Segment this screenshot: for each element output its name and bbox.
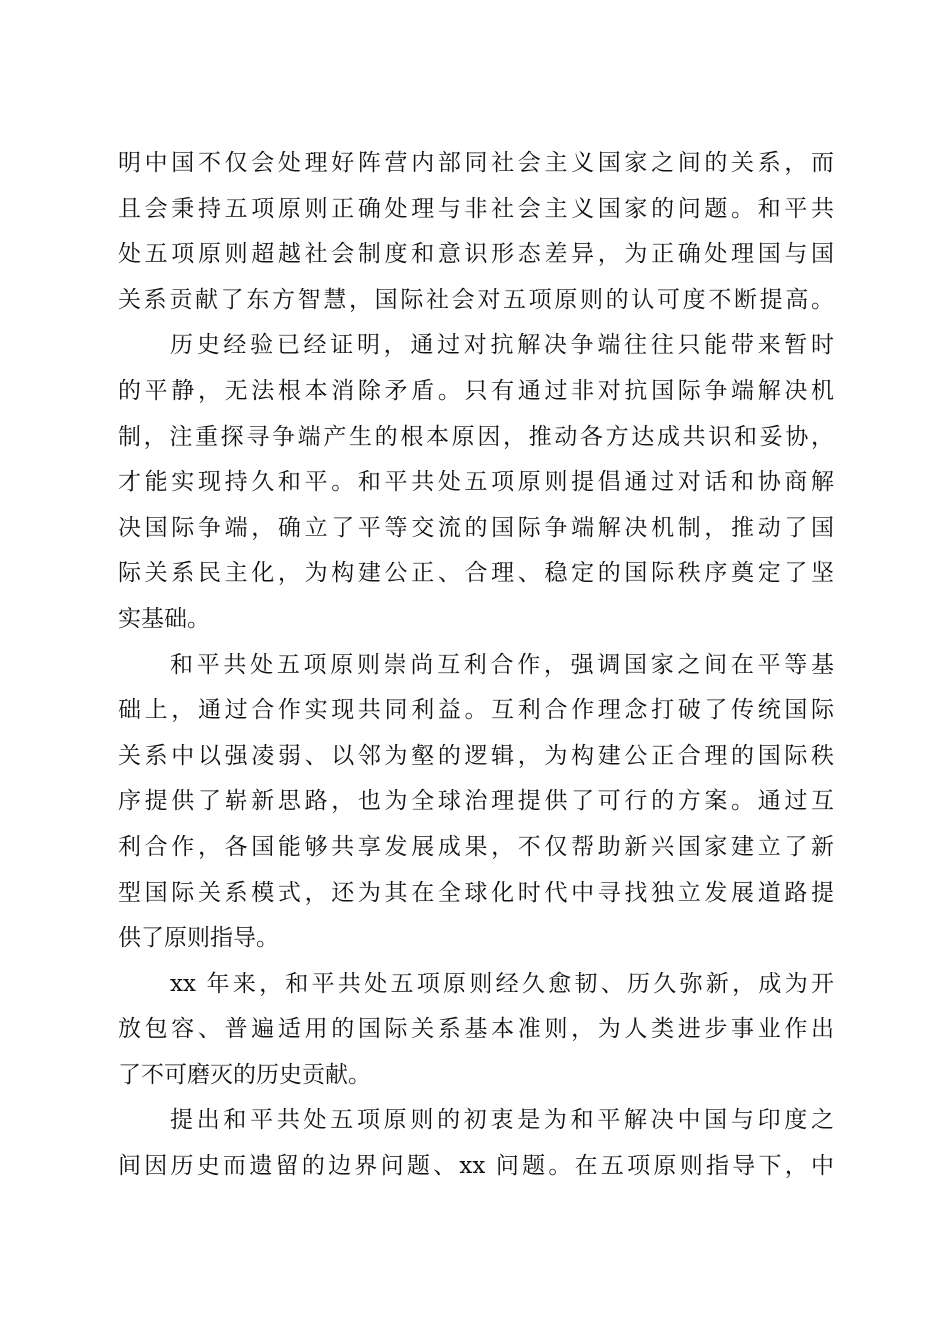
- text-line: 且会秉持五项原则正确处理与非社会主义国家的问题。和平共: [118, 195, 834, 222]
- text-line: 的平静，无法根本消除矛盾。只有通过非对抗国际争端解决机: [118, 377, 834, 404]
- text-line: 关系贡献了东方智慧，国际社会对五项原则的认可度不断提高。: [118, 286, 834, 313]
- text-line: 放包容、普遍适用的国际关系基本准则，为人类进步事业作出: [118, 1016, 834, 1043]
- text-line: 利合作，各国能够共享发展成果，不仅帮助新兴国家建立了新: [118, 833, 834, 860]
- text-line: xx 年来，和平共处五项原则经久愈韧、历久弥新，成为开: [170, 970, 834, 997]
- paragraph-1: [118, 141, 834, 323]
- text-line: 础上，通过合作实现共同利益。互利合作理念打破了传统国际: [118, 697, 834, 724]
- paragraph-2: [118, 323, 834, 642]
- paragraph-5: [118, 1098, 834, 1189]
- text-line: 提出和平共处五项原则的初衷是为和平解决中国与印度之: [170, 1107, 834, 1134]
- text-line: 关系中以强凌弱、以邻为壑的逻辑，为构建公正合理的国际秩: [118, 742, 834, 769]
- text-line: 序提供了崭新思路，也为全球治理提供了可行的方案。通过互: [118, 788, 834, 815]
- text-line: 明中国不仅会处理好阵营内部同社会主义国家之间的关系，而: [118, 150, 834, 176]
- text-line: 历史经验已经证明，通过对抗解决争端往往只能带来暂时: [170, 332, 834, 359]
- text-line: 供了原则指导。: [118, 925, 279, 952]
- text-line: 型国际关系模式，还为其在全球化时代中寻找独立发展道路提: [118, 879, 834, 906]
- document-page: [118, 141, 834, 1190]
- text-line: 制，注重探寻争端产生的根本原因，推动各方达成共识和妥协，: [118, 423, 834, 450]
- text-line: 和平共处五项原则崇尚互利合作，强调国家之间在平等基: [170, 651, 834, 678]
- text-line: 处五项原则超越社会制度和意识形态差异，为正确处理国与国: [118, 241, 834, 268]
- text-line: 际关系民主化，为构建公正、合理、稳定的国际秩序奠定了坚: [118, 560, 834, 587]
- text-line: 实基础。: [118, 605, 210, 632]
- text-line: 才能实现持久和平。和平共处五项原则提倡通过对话和协商解: [118, 469, 834, 496]
- paragraph-3: [118, 643, 834, 962]
- text-line: 了不可磨灭的历史贡献。: [118, 1061, 371, 1088]
- text-line: 间因历史而遗留的边界问题、xx 问题。在五项原则指导下，中: [118, 1153, 834, 1180]
- text-line: 决国际争端，确立了平等交流的国际争端解决机制，推动了国: [118, 514, 834, 541]
- paragraph-4: [118, 962, 834, 1099]
